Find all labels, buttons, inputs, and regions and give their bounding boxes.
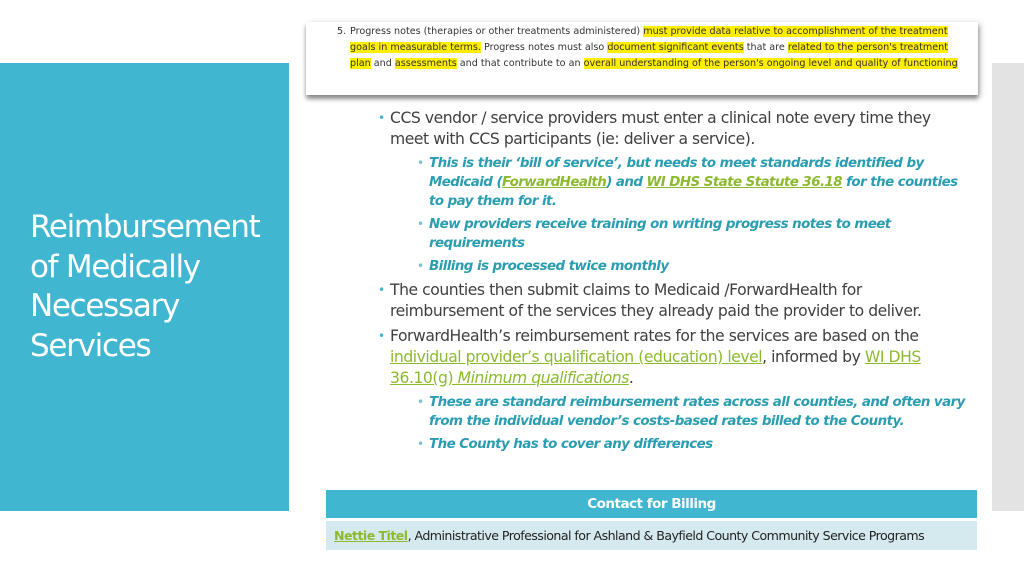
- qualification-level-link[interactable]: individual provider’s qualification (education) level: [390, 348, 763, 366]
- sub-bullet-text: This is their ‘bill of service’, but needs to meet standards identified by Medicaid (: [429, 156, 924, 190]
- excerpt-number: 5.: [337, 26, 347, 37]
- sub-bullet-text: New providers receive training on writing progress notes to meet requirements: [429, 217, 891, 251]
- bullet-icon: •: [417, 156, 424, 170]
- bullet-text: , informed by: [762, 348, 865, 366]
- contact-table-row: [326, 521, 977, 550]
- forwardhealth-link[interactable]: ForwardHealth: [502, 175, 607, 190]
- slide-title: Reimbursement of Medically Necessary Services: [30, 209, 260, 364]
- sub-bullet-item: [375, 215, 970, 253]
- bullet-list: [375, 108, 970, 458]
- bullet-item: [375, 280, 970, 322]
- sub-bullet-text: Billing is processed twice monthly: [429, 259, 669, 274]
- contact-description: , Administrative Professional for Ashland & Bayfield County Community Service Programs: [407, 528, 925, 543]
- excerpt-segment: Progress notes (therapies or other treatments administered): [350, 26, 644, 37]
- excerpt-highlight: assessments: [394, 58, 457, 69]
- bullet-text: CCS vendor / service providers must enter a clinical note every time they meet with CCS participants (ie: deliver a service).: [390, 109, 931, 148]
- bullet-icon: •: [417, 259, 424, 273]
- bullet-icon: •: [378, 283, 385, 297]
- sub-bullet-text: for the counties to pay them for it.: [429, 175, 958, 209]
- contact-name-link[interactable]: Nettie Titel: [334, 528, 408, 543]
- excerpt-highlight: overall understanding of the person's ongoing level and quality of functioning: [583, 58, 958, 69]
- wi-dhs-36-10g-link[interactable]: WI DHS 36.10(g): [390, 348, 921, 387]
- bullet-icon: •: [417, 395, 424, 409]
- sub-bullet-text: These are standard reimbursement rates across all counties, and often vary from the individual vendor’s costs-based rates billed to the County.: [429, 395, 965, 429]
- bullet-icon: •: [378, 329, 385, 343]
- wi-dhs-statute-link[interactable]: WI DHS State Statute 36.18: [646, 175, 843, 190]
- sub-bullet-item: [375, 435, 970, 454]
- excerpt-segment: and that contribute to an: [456, 58, 584, 69]
- excerpt-segment: and: [370, 58, 395, 69]
- bullet-text: The counties then submit claims to Medicaid /ForwardHealth for reimbursement of the services they already paid the provider to deliver.: [390, 281, 922, 320]
- sub-bullet-text: ) and: [606, 175, 647, 190]
- excerpt-highlight: document significant events: [607, 42, 744, 53]
- bullet-icon: •: [417, 217, 424, 231]
- sub-bullet-item: [375, 257, 970, 276]
- excerpt-segment: that are: [743, 42, 788, 53]
- right-accent-strip: [992, 63, 1024, 511]
- sub-bullet-item: [375, 393, 970, 431]
- bullet-icon: •: [378, 111, 385, 125]
- excerpt-text: [337, 24, 970, 72]
- bullet-icon: •: [417, 437, 424, 451]
- bullet-item: [375, 108, 970, 150]
- sub-bullet-item: [375, 154, 970, 211]
- minimum-qualifications-link[interactable]: Minimum qualifications: [457, 369, 629, 387]
- bullet-text: ForwardHealth’s reimbursement rates for the services are based on the: [390, 327, 919, 345]
- excerpt-segment: Progress notes must also: [480, 42, 608, 53]
- contact-table: [326, 490, 977, 550]
- bullet-text: .: [628, 369, 634, 387]
- excerpt-highlight: must provide data relative to accomplishment of the treatment goals in measurable terms.: [350, 26, 948, 53]
- statute-excerpt-image: [306, 22, 978, 95]
- contact-table-header: Contact for Billing: [326, 490, 977, 518]
- bullet-item: [375, 326, 970, 389]
- excerpt-highlight: related to the person's treatment plan: [350, 42, 949, 69]
- sub-bullet-text: The County has to cover any differences: [429, 437, 713, 452]
